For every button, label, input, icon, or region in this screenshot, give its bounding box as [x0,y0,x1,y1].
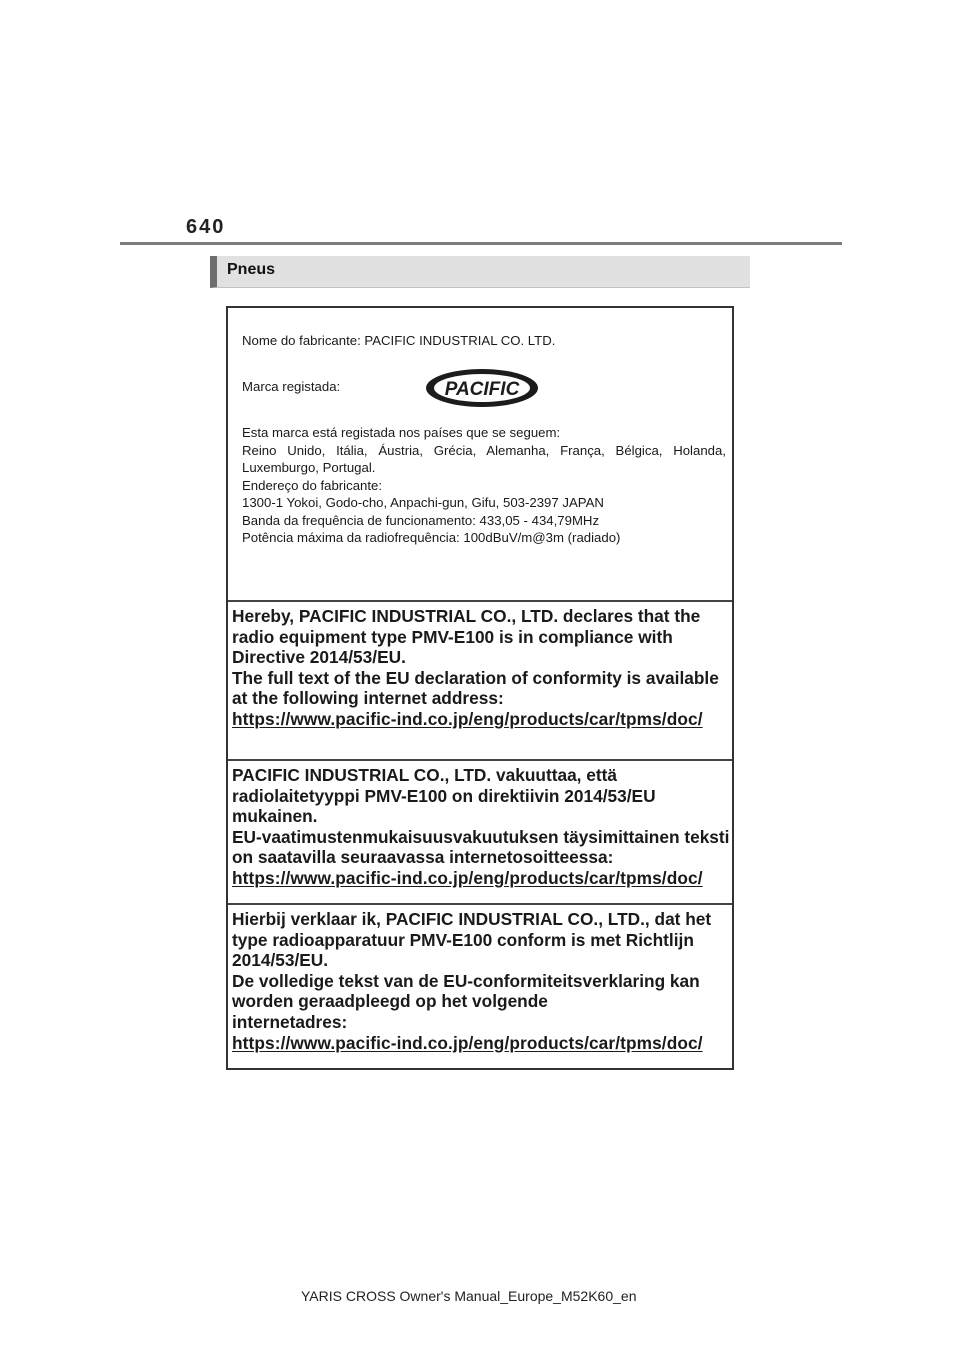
certificate-box [226,306,734,1070]
declaration-line: internetadres: [232,1011,348,1032]
registration-info [242,424,726,547]
registration-line: Banda da frequência de funcionamento: 433,05 - 434,79MHz [242,512,600,528]
registration-line: Esta marca está registada nos países que se seguem: [242,425,561,440]
declaration-line: 2014/53/EU. [232,950,329,971]
manual-footer: YARIS CROSS Owner's Manual_Europe_M52K60_en [301,1288,637,1304]
declaration-line: type radioapparatuur PMV-E100 conform is met Richtlijn [232,929,694,950]
declaration-line: radiolaitetyyppi PMV-E100 on direktiivin 2014/53/EU [232,785,656,806]
page-number: 640 [186,216,226,238]
section-header [210,256,750,288]
registration-line: Endereço do fabricante: [242,477,383,493]
declaration-english [228,600,732,759]
section-title: Pneus [227,261,276,278]
declaration-line: on saatavilla seuraavassa internetosoitteessa: [232,847,614,868]
declaration-line: at the following internet address: [232,688,504,709]
declaration-line: EU-vaatimustenmukaisuusvakuutuksen täysimittainen teksti [232,826,730,847]
registration-line: Luxemburgo, Portugal. [242,460,376,475]
declaration-url-link[interactable]: https://www.pacific-ind.co.jp/eng/products/car/tpms/doc/ [232,708,703,729]
declaration-line: Hierbij verklaar ik, PACIFIC INDUSTRIAL CO., LTD., dat het [232,909,712,929]
registration-line: Reino Unido, Itália, Áustria, Grécia, Alemanha, França, Bélgica, Holanda, [242,442,726,458]
declaration-line: mukainen. [232,806,318,827]
declaration-line: The full text of the EU declaration of conformity is available [232,667,719,688]
logo-text: PACIFIC [444,379,520,400]
declaration-line: worden geraadpleegd op het volgende [232,991,548,1012]
declaration-url-link[interactable]: https://www.pacific-ind.co.jp/eng/products/car/tpms/doc/ [232,867,703,888]
header-rule [120,242,842,245]
declaration-line: PACIFIC INDUSTRIAL CO., LTD. vakuuttaa, että [232,765,618,785]
declaration-url-link[interactable]: https://www.pacific-ind.co.jp/eng/products/car/tpms/doc/ [232,1032,703,1053]
declaration-line: Hereby, PACIFIC INDUSTRIAL CO., LTD. declares that the [232,606,701,626]
declaration-line: Directive 2014/53/EU. [232,647,406,668]
declaration-finnish [228,759,732,903]
declaration-dutch [228,903,732,1070]
registration-line: 1300-1 Yokoi, Godo-cho, Anpachi-gun, Gifu, 503-2397 JAPAN [242,495,604,510]
manufacturer-name: Nome do fabricante: PACIFIC INDUSTRIAL CO. LTD. [242,333,556,348]
declaration-line: radio equipment type PMV-E100 is in compliance with [232,626,673,647]
manufacturer-info [228,308,732,600]
pacific-logo [424,367,540,409]
trademark-label: Marca registada: [242,379,341,394]
registration-line: Potência máxima da radiofrequência: 100dBuV/m@3m (radiado) [242,530,621,545]
declaration-line: De volledige tekst van de EU-conformiteitsverklaring kan [232,970,700,991]
